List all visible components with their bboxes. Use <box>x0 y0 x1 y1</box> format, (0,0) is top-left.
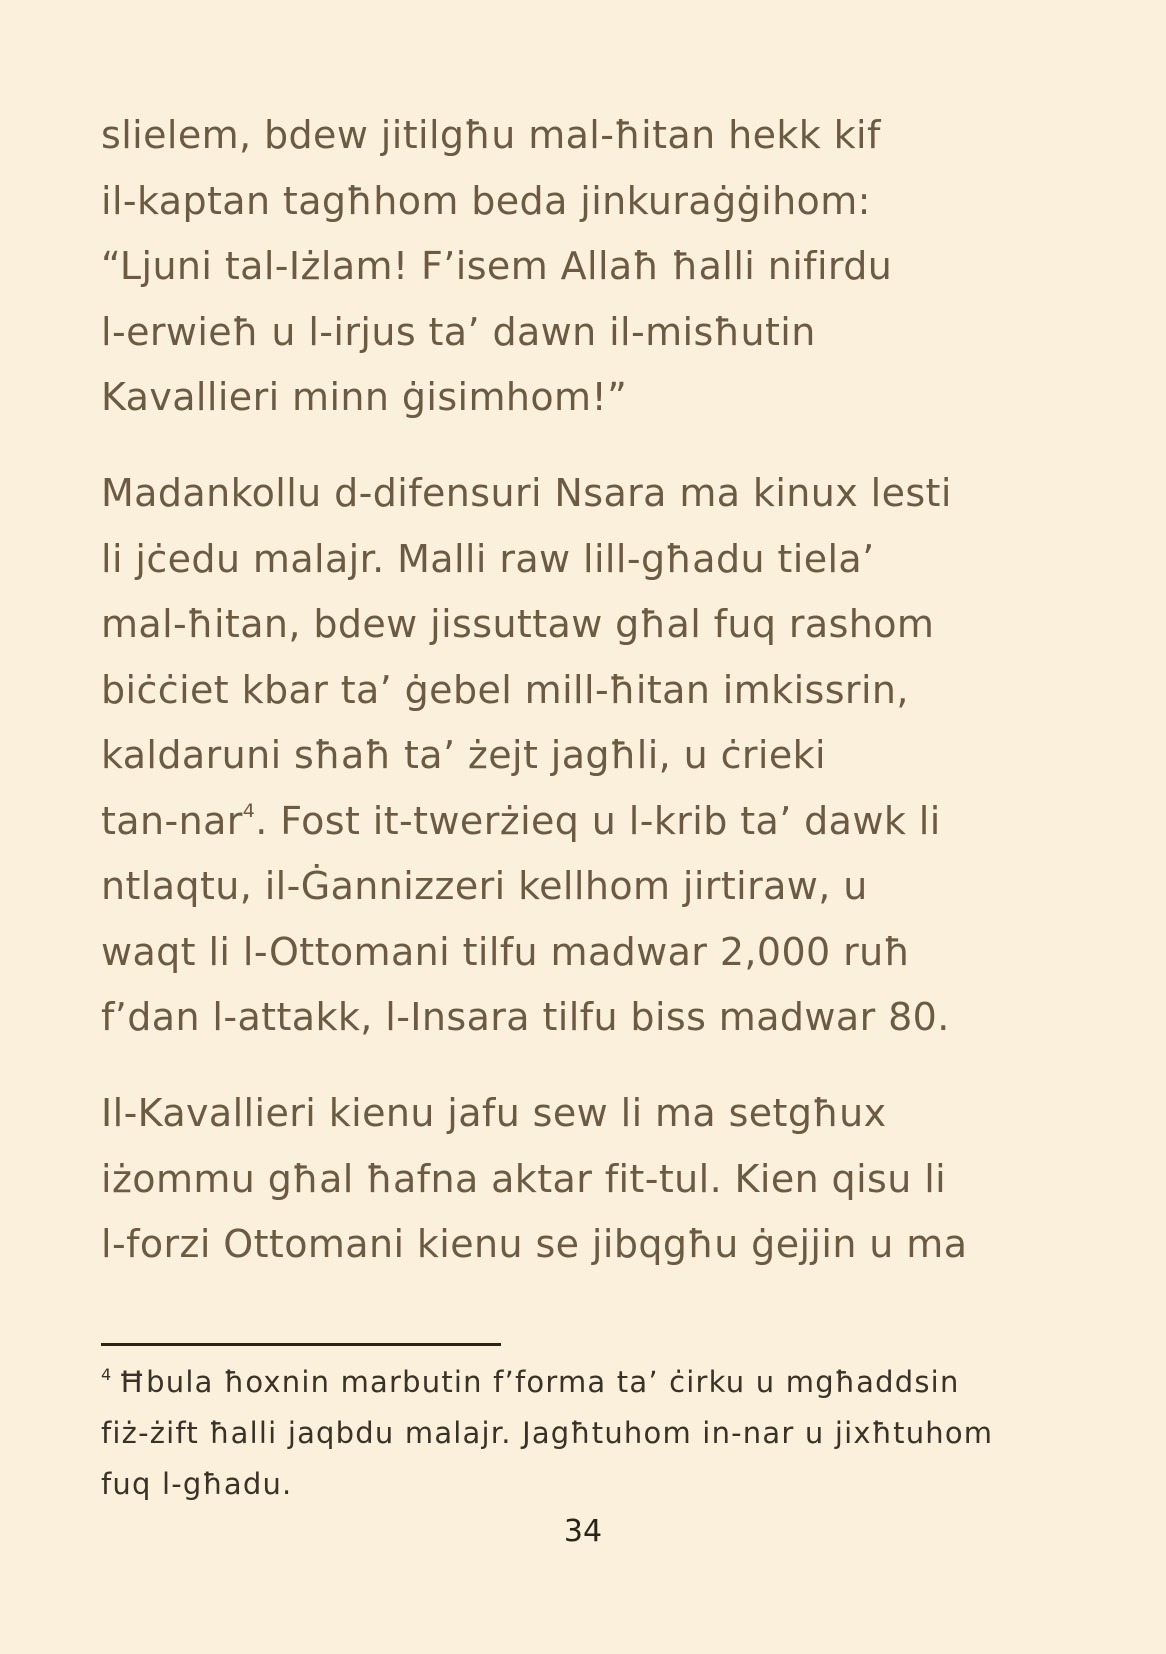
paragraph-2 <box>101 461 1111 1051</box>
text-line: kaldaruni sħaħ ta’ żejt jagħli, u ċrieki <box>101 733 827 777</box>
page-number: 34 <box>563 1514 603 1549</box>
text-line: biċċiet kbar ta’ ġebel mill-ħitan imkissrin, <box>101 667 909 712</box>
text-line: il-kaptan tagħhom beda jinkuraġġihom: <box>101 178 871 223</box>
text-line: li jċedu malajr. Malli raw lill-għadu tiela’ <box>101 536 875 581</box>
text-line: ntlaqtu, il-Ġannizzeri kellhom jirtiraw, u <box>101 864 868 908</box>
text-fragment: . Fost it-twerżieq u l-krib ta’ dawk li <box>255 798 941 843</box>
footnote-reference[interactable]: 4 <box>242 799 256 822</box>
text-line: waqt li l-Ottomani tilfu madwar 2,000 ruħ <box>101 929 911 974</box>
footnote-line: fuq l-għadu. <box>101 1467 293 1501</box>
footnote-text: Ħbula ħoxnin marbutin f’forma ta’ ċirku u mgħaddsin <box>118 1365 960 1399</box>
text-line: iżommu għal ħafna aktar fit-tul. Kien qisu li <box>101 1156 947 1201</box>
footnote-number: 4 <box>101 1365 113 1384</box>
text-line: Kavallieri minn ġisimhom!” <box>101 375 628 419</box>
text-line: Il-Kavallieri kienu jafu sew li ma setgħux <box>101 1091 887 1135</box>
text-line: mal-ħitan, bdew jissuttaw għal fuq rashom <box>101 602 935 646</box>
text-line: “Ljuni tal-Iżlam! F’isem Allaħ ħalli nifirdu <box>101 244 893 288</box>
text-line: l-erwieħ u l-irjus ta’ dawn il-misħutin <box>101 309 816 354</box>
text-fragment: tan-nar <box>101 798 243 843</box>
footnote <box>101 1357 1061 1510</box>
footnote-line <box>101 1357 1061 1408</box>
text-line: f’dan l-attakk, l-Insara tilfu biss madwar 80. <box>101 995 950 1039</box>
text-line: Madankollu d-difensuri Nsara ma kinux lesti <box>101 471 952 515</box>
paragraph-3 <box>101 1081 1111 1278</box>
text-line: l-forzi Ottomani kienu se jibqgħu ġejjin u ma <box>101 1222 968 1266</box>
text-line: slielem, bdew jitilgħu mal-ħitan hekk kif <box>101 113 881 157</box>
footnote-divider <box>101 1343 501 1346</box>
footnote-line: fiż-żift ħalli jaqbdu malajr. Jagħtuhom in-nar u jixħtuhom <box>101 1416 994 1450</box>
text-line-with-footnote-ref <box>101 789 1111 855</box>
paragraph-1 <box>101 103 1111 431</box>
